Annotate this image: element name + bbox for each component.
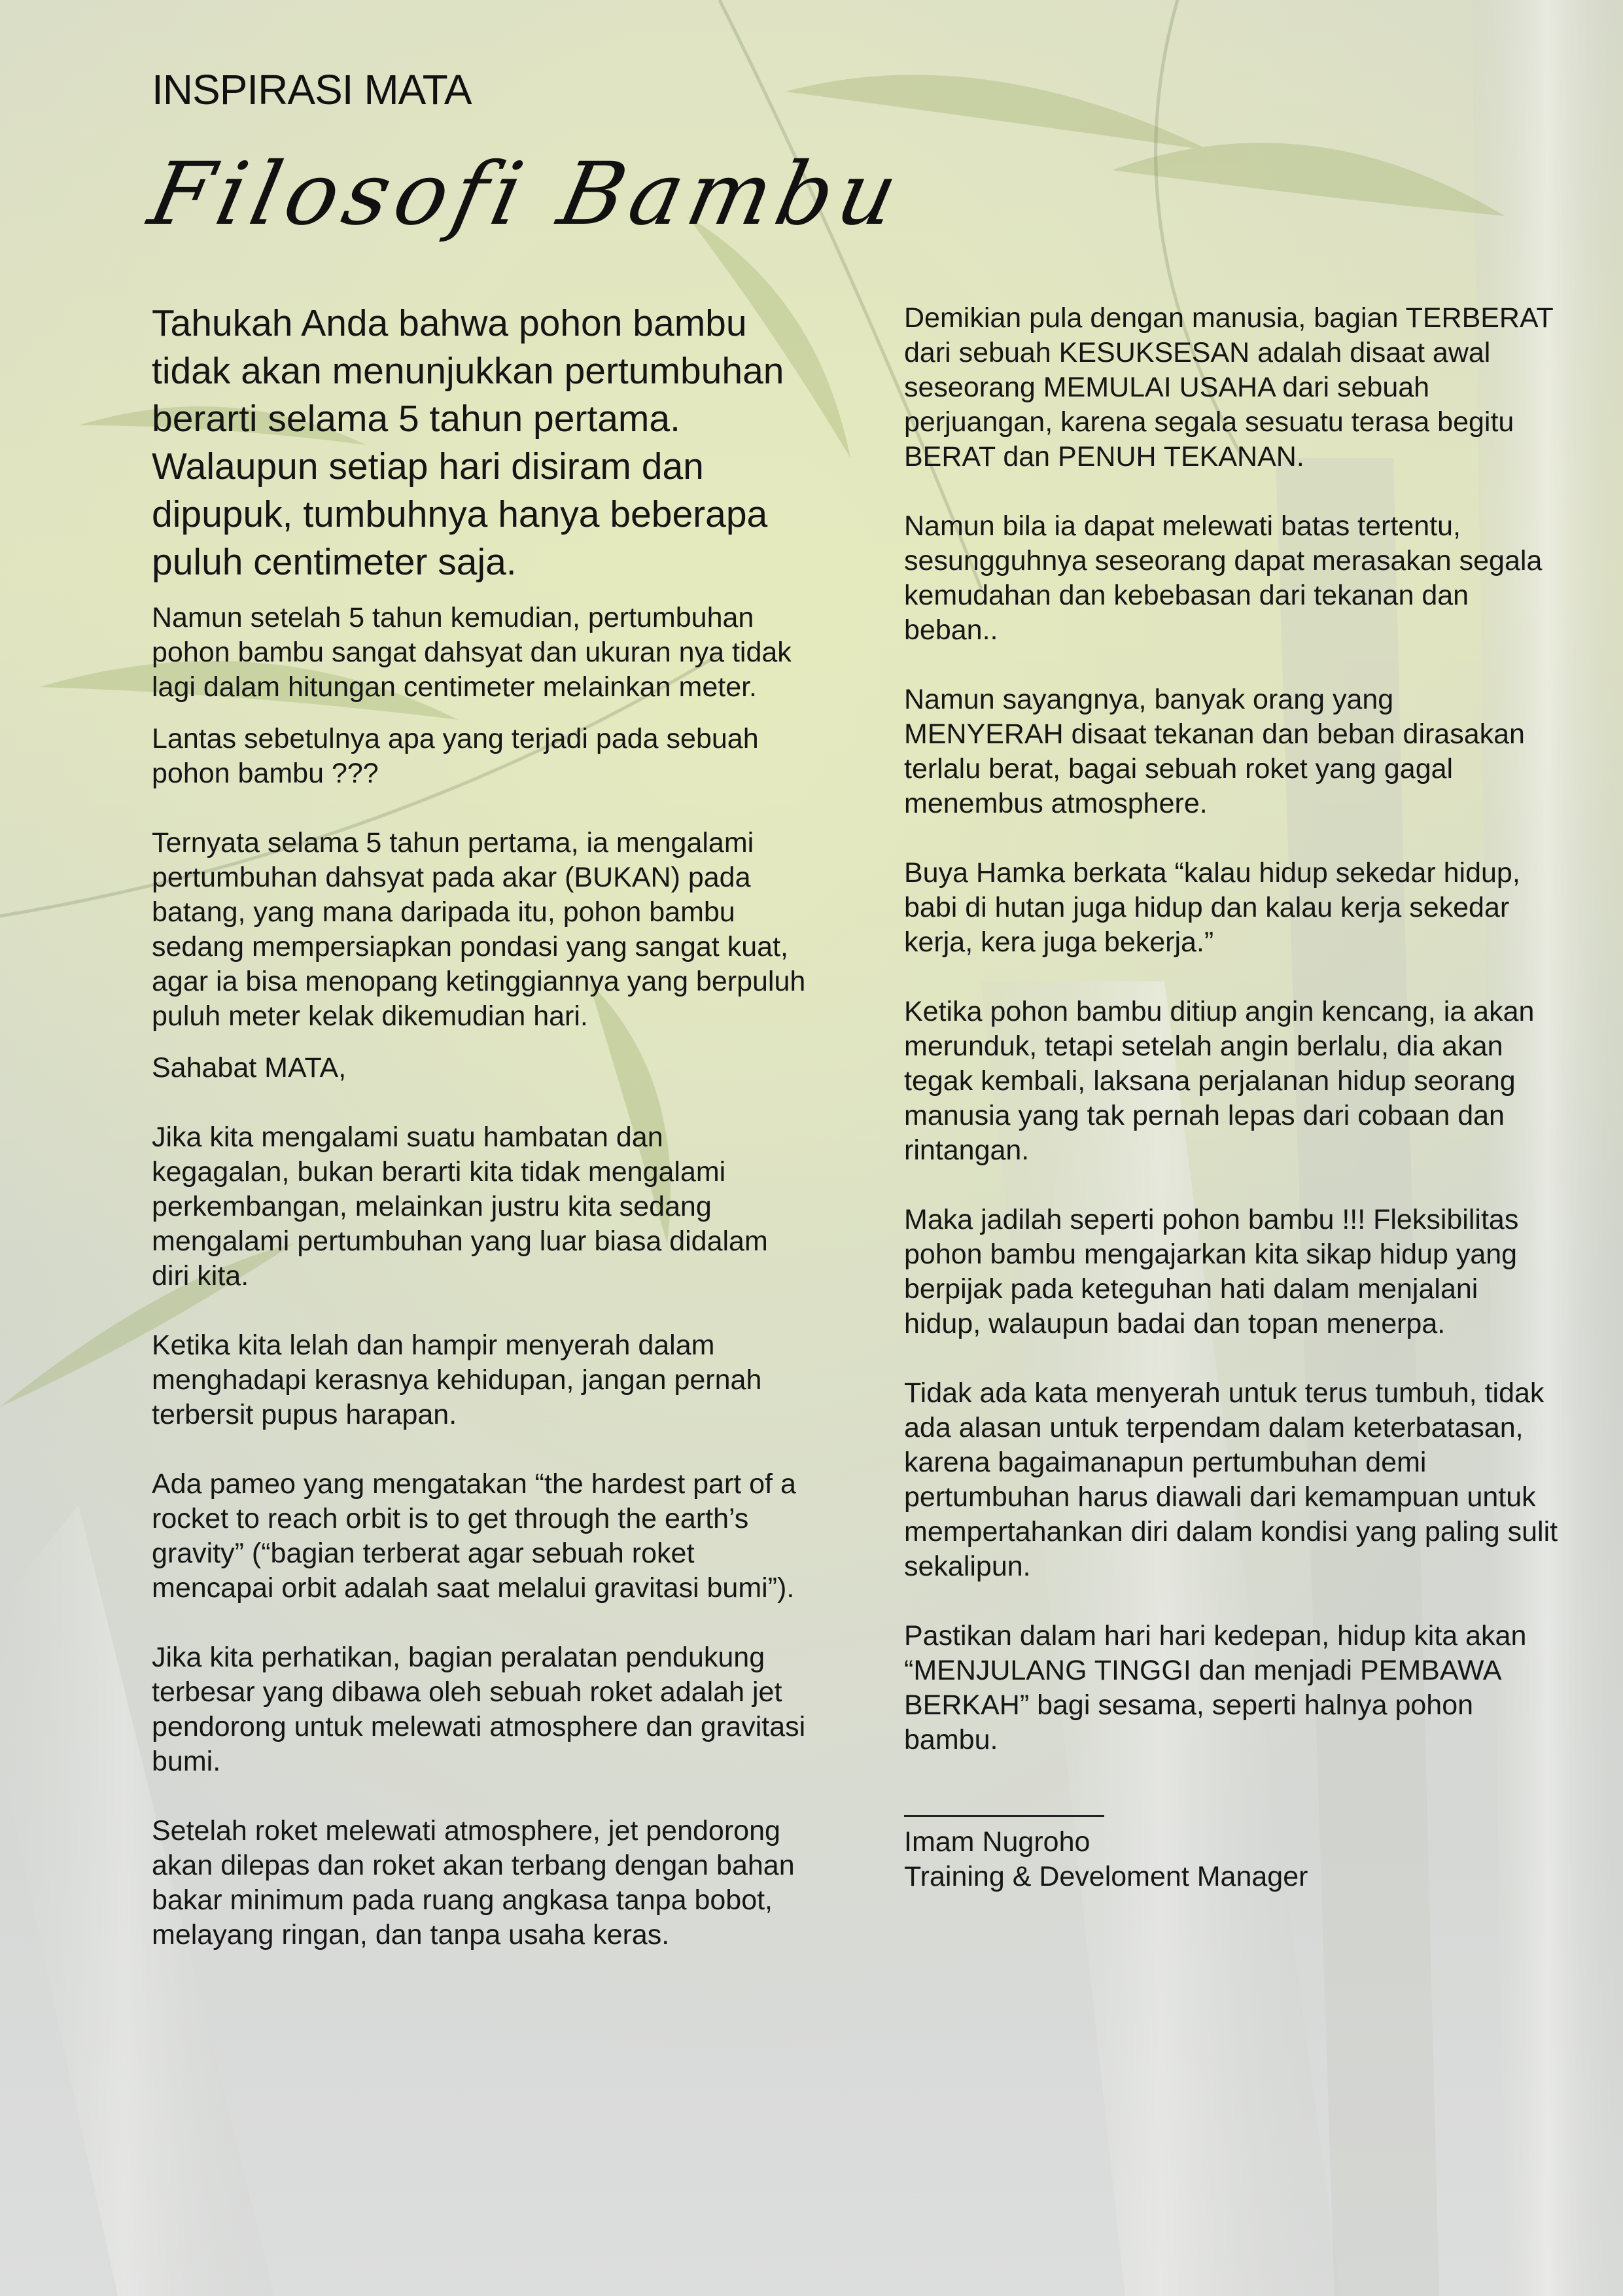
left-column xyxy=(152,300,806,1952)
paragraph: Namun sayangnya, banyak orang yang MENYERAH disaat tekanan dan beban dirasakan terlalu berat, bagai sebuah roket yang gagal menembus atmosphere. xyxy=(904,684,1525,819)
paragraph: Sahabat MATA, xyxy=(152,1052,347,1084)
paragraph: Ketika kita lelah dan hampir menyerah dalam menghadapi kerasnya kehidupan, jangan pernah terbersit pupus harapan. xyxy=(152,1330,762,1430)
paragraph: Jika kita perhatikan, bagian peralatan pendukung terbesar yang dibawa oleh sebuah roket adalah jet pendorong untuk melewati atmosphere dan gravitasi bumi. xyxy=(152,1642,806,1777)
paragraph: Setelah roket melewati atmosphere, jet pendorong akan dilepas dan roket akan terbang dengan bahan bakar minimum pada ruang angkasa tanpa bobot, melayang ringan, dan tanpa usaha keras. xyxy=(152,1815,795,1951)
paragraph: Jika kita mengalami suatu hambatan dan kegagalan, bukan berarti kita tidak mengalami perkembangan, melainkan justru kita sedang mengalami pertumbuhan yang luar biasa didalam diri kita. xyxy=(152,1122,768,1292)
right-column xyxy=(904,301,1558,1894)
paragraph: Lantas sebetulnya apa yang terjadi pada sebuah pohon bambu ??? xyxy=(152,723,759,789)
paragraph: Namun bila ia dapat melewati batas tertentu, sesungguhnya seseorang dapat merasakan segala kemudahan dan kebebasan dari tekanan dan beban.. xyxy=(904,510,1543,646)
signature-line xyxy=(904,1815,1104,1817)
page-title: Filosofi Bambu xyxy=(141,144,913,245)
paragraph: Buya Hamka berkata “kalau hidup sekedar hidup, babi di hutan juga hidup dan kalau kerja sekedar kerja, kera juga bekerja.” xyxy=(904,857,1520,958)
signature-role: Training & Develoment Manager xyxy=(904,1861,1308,1892)
paragraph: Maka jadilah seperti pohon bambu !!! Fleksibilitas pohon bambu mengajarkan kita sikap hidup yang berpijak pada keteguhan hati dalam menjalani hidup, walaupun badai dan topan menerpa. xyxy=(904,1204,1519,1339)
paragraph: Demikian pula dengan manusia, bagian TERBERAT dari sebuah KESUKSESAN adalah disaat awal seseorang MEMULAI USAHA dari sebuah perjuangan, karena segala sesuatu terasa begitu BERAT dan PENUH TEKANAN. xyxy=(904,302,1553,472)
section-kicker: INSPIRASI MATA xyxy=(152,66,472,113)
paragraph: Tidak ada kata menyerah untuk terus tumbuh, tidak ada alasan untuk terpendam dalam keterbatasan, karena bagaimanapun pertumbuhan demi pertumbuhan harus diawali dari kemampuan untuk mempertahankan diri dalam kondisi yang paling sulit sekalipun. xyxy=(904,1377,1558,1582)
paragraph: Namun setelah 5 tahun kemudian, pertumbuhan pohon bambu sangat dahsyat dan ukuran nya tidak lagi dalam hitungan centimeter melainkan meter. xyxy=(152,602,792,703)
signature-name: Imam Nugroho xyxy=(904,1826,1091,1858)
lead-paragraph: Tahukah Anda bahwa pohon bambu tidak akan menunjukkan pertumbuhan berarti selama 5 tahun pertama. Walaupun setiap hari disiram dan dipupuk, tumbuhnya hanya beberapa puluh centimeter saja. xyxy=(152,302,784,583)
paragraph: Ada pameo yang mengatakan “the hardest part of a rocket to reach orbit is to get through the earth’s gravity” (“bagian terberat agar sebuah roket mencapai orbit adalah saat melalui gravitasi bumi”). xyxy=(152,1468,796,1604)
paragraph: Ketika pohon bambu ditiup angin kencang, ia akan merunduk, tetapi setelah angin berlalu, dia akan tegak kembali, laksana perjalanan hidup seorang manusia yang tak pernah lepas dari cobaan dan rintangan. xyxy=(904,996,1535,1166)
paragraph: Pastikan dalam hari hari kedepan, hidup kita akan “MENJULANG TINGGI dan menjadi PEMBAWA BERKAH” bagi sesama, seperti halnya pohon bambu. xyxy=(904,1620,1527,1756)
paragraph: Ternyata selama 5 tahun pertama, ia mengalami pertumbuhan dahsyat pada akar (BUKAN) pada batang, yang mana daripada itu, pohon bambu sedang mempersiapkan pondasi yang sangat kuat, agar ia bisa menopang ketinggiannya yang berpuluh puluh meter kelak dikemudian hari. xyxy=(152,827,806,1032)
